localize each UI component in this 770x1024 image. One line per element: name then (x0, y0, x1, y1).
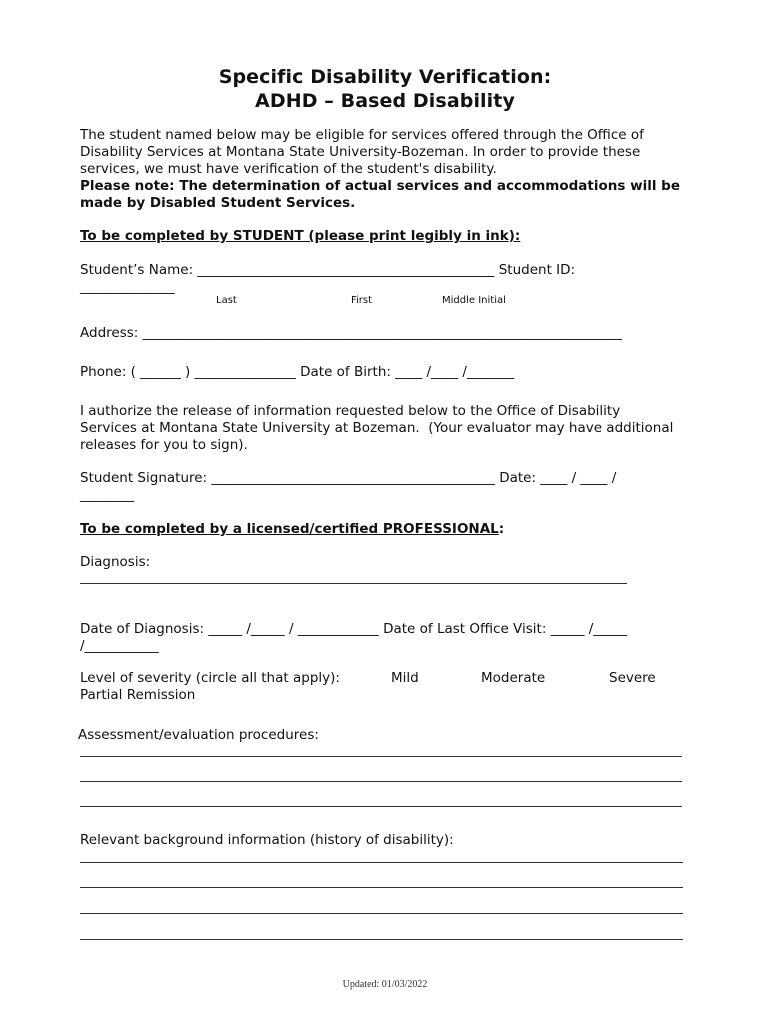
name-sub-middle: Middle Initial (442, 295, 506, 306)
intro-paragraph (80, 127, 685, 212)
diagnosis-dates-line[interactable]: Date of Diagnosis: _____ /_____ / ____________ Date of Last Office Visit: _____ /_____ (80, 621, 628, 637)
assessment-rule-3[interactable] (80, 806, 682, 807)
severity-mild[interactable]: Mild (391, 670, 419, 686)
assessment-rule-2[interactable] (80, 781, 682, 782)
student-name-line[interactable]: Student’s Name: ____________________________________________ Student ID: (80, 262, 576, 278)
name-sub-first: First (351, 295, 373, 306)
diagnosis-dates-line-2[interactable]: /___________ (80, 638, 159, 654)
severity-moderate[interactable]: Moderate (481, 670, 546, 686)
severity-partial-remission[interactable]: Partial Remission (80, 687, 196, 703)
background-rule-3[interactable] (80, 913, 683, 914)
signature-date-line[interactable]: ________ (80, 487, 134, 503)
name-sub-last: Last (216, 295, 237, 306)
intro-text: The student named below may be eligible for services offered through the Office of Disability Services at Montana State University-Bozeman. In order to provide these services, we must have verification of the student's disability. (80, 127, 649, 177)
form-subtitle: ADHD – Based Disability (255, 90, 515, 112)
background-label: Relevant background information (history of disability): (80, 832, 454, 848)
student-id-line[interactable]: ______________ (80, 279, 175, 295)
background-rule-1[interactable] (80, 862, 683, 863)
intro-note: Please note: The determination of actual services and accommodations will be made by Disabled Student Services. (80, 178, 685, 211)
professional-heading-text: To be completed by a licensed/certified PROFESSIONAL (80, 521, 499, 537)
assessment-label: Assessment/evaluation procedures: (78, 727, 319, 743)
diagnosis-rule[interactable] (80, 583, 627, 584)
background-rule-4[interactable] (80, 939, 683, 940)
student-section-heading: To be completed by STUDENT (please print legibly in ink): (80, 228, 521, 244)
background-rule-2[interactable] (80, 887, 683, 888)
signature-line[interactable]: Student Signature: __________________________________________ Date: ____ / ____ / (80, 470, 617, 486)
authorization-text: I authorize the release of information requested below to the Office of Disability Services at Montana State University at Bozeman. (Your evaluator may have additional releases for you to sign). (80, 403, 678, 453)
professional-section-heading (80, 521, 504, 538)
severity-severe[interactable]: Severe (609, 670, 656, 686)
diagnosis-label: Diagnosis: (80, 554, 151, 570)
updated-date-footer: Updated: 01/03/2022 (342, 979, 428, 990)
assessment-rule-1[interactable] (80, 756, 682, 757)
address-line[interactable]: Address: _______________________________________________________________________ (80, 325, 622, 341)
phone-dob-line[interactable]: Phone: ( ______ ) _______________ Date of Birth: ____ /____ /_______ (80, 364, 515, 380)
severity-label: Level of severity (circle all that apply): (80, 670, 340, 686)
professional-heading-colon: : (498, 521, 505, 537)
form-title: Specific Disability Verification: (218, 66, 552, 88)
